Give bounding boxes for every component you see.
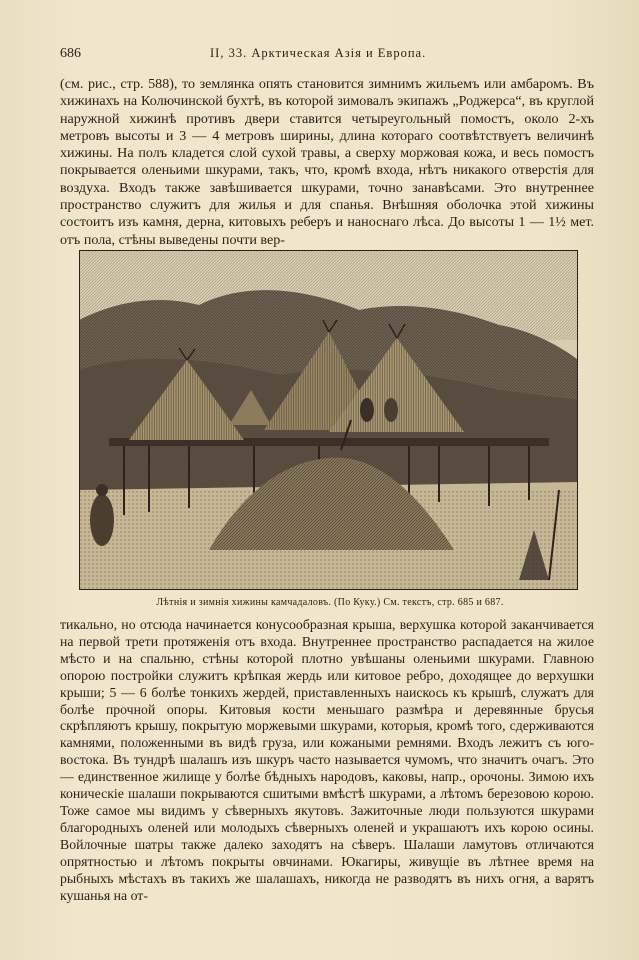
running-head: II, 33. Арктическая Азія и Европа. [210, 46, 427, 60]
engraving-illustration [79, 250, 578, 590]
text-block-top [60, 76, 594, 249]
figure-caption: Лѣтнія и зимнія хижины камчадаловъ. (По Куку.) См. текстъ, стр. 685 и 687. [156, 597, 504, 608]
paragraph-bottom: тикально, но отсюда начинается конусообразная крыша, верхушка которой заканчивается на первой трети протяженія отъ входа. Внутреннее пространство распадается на жилое мѣсто и на спальню, стѣны которой плотно увѣшаны оленьими шкурами. Главною опорою постройки служитъ крѣпкая жердь или китовое ребро, доходящее до верхушки крыши; 5 — 6 болѣе тонкихъ жердей, приставленныхъ наискось къ крышѣ, служатъ для болѣе прочной опоры. Китовыя кости меньшаго размѣра и деревянные брусья скрѣпляютъ крышу, покрытую моржевыми шкурами, которыя, кромѣ того, сдерживаются камнями, положенными въ видѣ груза, или кожаными ремнями. Входъ лежитъ съ юго-востока. Въ тундрѣ шалашъ изъ шкуръ часто называется чумомъ, что значитъ очагъ. Это — единственное жилище у болѣе бѣдныхъ народовъ, каковы, напр., орочоны. Зимою ихъ коническіе шалаши покрываются сшитыми вмѣстѣ шкурами, а лѣтомъ березовою корою. Тоже самое мы видимъ у сѣверныхъ якутовъ. Зажиточные люди пользуются шкурами благородныхъ оленей или молодыхъ сѣверныхъ оленей и украшаютъ ихъ корою осины. Войлочные шатры также далеко заходятъ на сѣверъ. Шалаши ламутовъ отличаются опрятностью и лѣтомъ покрыты овчинами. Юкагиры, живущіе въ лѣтнее время на рыбныхъ мѣстахъ въ такихъ же шалашахъ, никогда не разводятъ въ нихъ огня, а варятъ кушанья на от- [60, 617, 594, 903]
page-number: 686 [60, 46, 81, 61]
paragraph-top: (см. рис., стр. 588), то землянка опять становится зимнимъ жильемъ или амбаромъ. Въ хижинахъ на Колючинской бухтѣ, въ которой зимовалъ экипажъ „Роджерса“, въ круглой наружной хижинѣ противъ двери ставится четыреугольный помостъ, около 2-хъ метровъ высоты и 3 — 4 метровъ ширины, длина котораго соотвѣтствуетъ величинѣ хижины. На полъ кладется слой сухой травы, а сверху моржовая кожа, и весь помостъ покрывается оленьими шкурами, такъ, что, кромѣ входа, нѣтъ никакого отверстія для воздуха. Входъ также завѣшивается шкурами, точно занавѣсами. Это внутреннее пространство служитъ для жилья и для спанья. Внѣшняя оболочка этой хижины состоитъ изъ камня, дерна, китовыхъ реберъ и наноснаго лѣса. До высоты 1 — 1½ мет. отъ пола, стѣны выведены почти вер- [60, 76, 594, 248]
engraving-huts-image [79, 250, 578, 590]
page-header [60, 46, 600, 66]
text-block-bottom [60, 617, 594, 904]
